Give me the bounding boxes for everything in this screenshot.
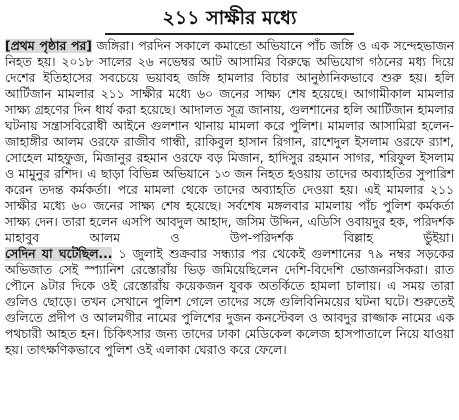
paragraph-1-text: জঙ্গিরা। পরদিন সকালে কমান্ডো অভিযানে পাঁচ জঙ্গি ও এক সন্দেহভাজন নিহত হয়। ২০১৮ সালের ২৬ নভেম্বর আট আসামির বিরুদ্ধে অভিযোগ গঠনের মধ্য দিয়ে দেশের ইতিহাসের সবচেয়ে ভয়াবহ জঙ্গি হামলার বিচার আনুষ্ঠানিকভাবে শুরু হয়। হলি আর্টিজান মামলার ২১১ সাক্ষীর মধ্যে ৬০ জনের সাক্ষ্য শেষ হয়েছে। আগামীকাল মামলার সাক্ষ্য গ্রহণের দিন ধার্য করা হয়েছে। আদালত সূত্র জানায়, গুলশানের হলি আর্টিজান হামলার ঘটনায় সন্ত্রাসবিরোধী আইনে গুলশান থানায় মামলা করে পুলিশ। মামলার আসামিরা হলেন- জাহাঙ্গীর আলম ওরফে রাজীব গান্ধী, রাকিবুল হাসান রিগান, রাশেদুল ইসলাম ওরফে র‌্যাশ, সোহেল মাহফুজ, মিজানুর রহমান ওরফে বড় মিজান, হাদিসুর রহমান সাগর, শরিফুল ইসলাম ও মামুনুর রশিদ। এ ছাড়া বিভিন্ন অভিযানে ১৩ জন নিহত হওয়ায় তাদের অব্যাহতির সুপারিশ করেন তদন্ত কর্মকর্তা। পরে মামলা থেকে তাদের অব্যাহতি দেওয়া হয়। এই মামলার ২১১ সাক্ষীর মধ্যে ৬০ জনের সাক্ষ্য শেষ হয়েছে। সর্বশেষ মঙ্গলবার মামলায় পাঁচ পুলিশ কর্মকর্তা সাক্ষ্য দেন। তারা হলেন এসপি আবদুল আহাদ, জসিম উদ্দিন, এডিসি ওবায়দুর হক, পরিদর্শক মাহাবুব আলম ও উপ-পরিদর্শক বিল্লাহ ভুঁইয়া। xyxy=(5,39,455,245)
continued-from-front-page-label: [প্রথম পৃষ্ঠার পর] xyxy=(5,39,92,53)
headline: ২১১ সাক্ষীর মধ্যে xyxy=(105,4,355,35)
article-paragraph-1 xyxy=(5,38,454,246)
article-paragraph-2 xyxy=(5,246,454,358)
headline-box xyxy=(5,4,454,35)
section-lead-label: সেদিন যা ঘটেছিল... xyxy=(5,247,113,261)
paragraph-2-text: ১ জুলাই শুক্রবার সন্ধ্যার পর থেকেই গুলশানের ৭৯ নম্বর সড়কের অভিজাত সেই স্প্যানিশ রেস্তোরাঁয় ভিড় জমিয়েছিলেন দেশি-বিদেশি ভোজনরসিকরা। রাত পৌনে ৯টার দিকে ওই রেস্তোরাঁয় কয়েকজন যুবক অতর্কিতে হামলা চালায়। এ সময় তারা গুলিও ছোড়ে। তখন সেখানে পুলিশ গেলে তাদের সঙ্গে গুলিবিনিময়ের ঘটনা ঘটে। শুরুতেই গুলিতে প্রদীপ ও আলমগীর নামের পুলিশের দুজন কনস্টেবল ও আবদুর রাজ্জাক নামের এক পথচারী আহত হন। চিকিৎসার জন্য তাদের ঢাকা মেডিকেল কলেজ হাসপাতালে নিয়ে যাওয়া হয়। তাৎক্ষণিকভাবে পুলিশ ওই এলাকা ঘেরাও করে ফেলে। xyxy=(5,247,454,357)
